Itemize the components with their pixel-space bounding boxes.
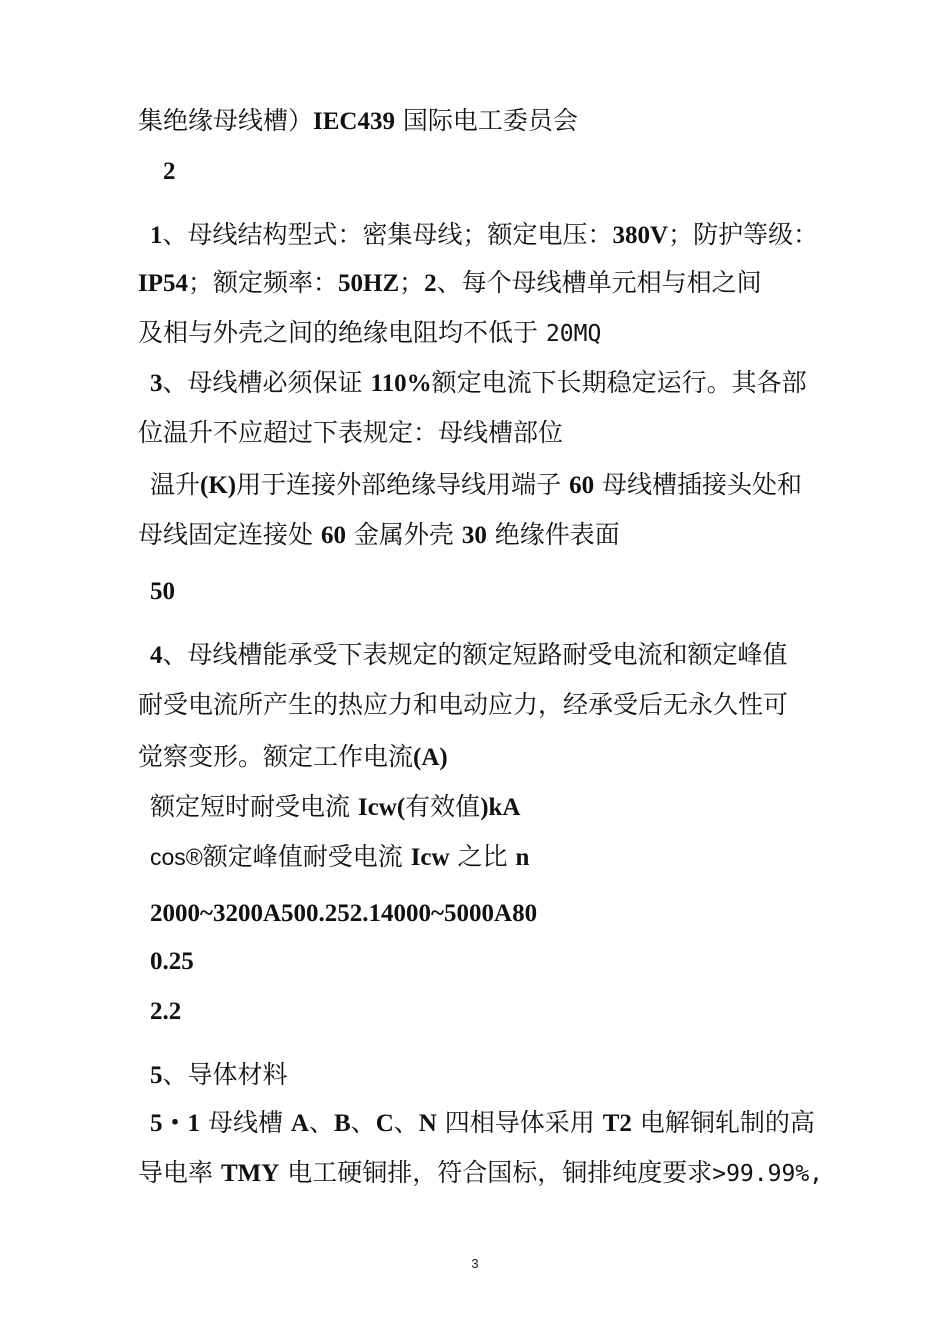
page-number: 3	[471, 1256, 479, 1271]
text-line-15: cos®额定峰值耐受电流 Icw 之比 n	[150, 842, 530, 871]
text-line-10: 50	[150, 578, 175, 605]
text-line-2: 2	[163, 158, 176, 185]
text-line-19: 5、导体材料	[150, 1060, 288, 1089]
text-line-8: 温升(K)用于连接外部绝缘导线用端子 60 母线槽插接头处和	[150, 470, 803, 499]
text-line-17: 0.25	[150, 948, 194, 975]
text-line-20: 5・1 母线槽 A、B、C、N 四相导体采用 T2 电解铜轧制的高	[150, 1108, 815, 1137]
text-line-9: 母线固定连接处 60 金属外壳 30 绝缘件表面	[138, 520, 620, 549]
text-line-4: IP54；额定频率：50HZ；2、每个母线槽单元相与相之间	[138, 268, 762, 297]
text-line-11: 4、母线槽能承受下表规定的额定短路耐受电流和额定峰值	[150, 640, 788, 669]
text-line-13: 觉察变形。额定工作电流(A)	[138, 742, 448, 771]
text-line-21: 导电率 TMY 电工硬铜排，符合国标，铜排纯度要求>99.99%,	[138, 1158, 824, 1187]
text-line-1: 集绝缘母线槽）IEC439 国际电工委员会	[138, 106, 578, 135]
text-line-7: 位温升不应超过下表规定：母线槽部位	[138, 418, 564, 447]
text-line-16: 2000~3200A500.252.14000~5000A80	[150, 900, 538, 927]
text-line-18: 2.2	[150, 998, 182, 1025]
text-line-3: 1、母线结构型式：密集母线；额定电压：380V；防护等级：	[150, 220, 819, 249]
text-line-6: 3、母线槽必须保证 110%额定电流下长期稳定运行。其各部	[150, 368, 807, 397]
text-line-12: 耐受电流所产生的热应力和电动应力，经承受后无永久性可	[138, 690, 789, 719]
text-line-5: 及相与外壳之间的绝缘电阻均不低于 20MQ	[138, 318, 602, 347]
text-line-14: 额定短时耐受电流 Icw(有效值)kA	[150, 792, 521, 821]
